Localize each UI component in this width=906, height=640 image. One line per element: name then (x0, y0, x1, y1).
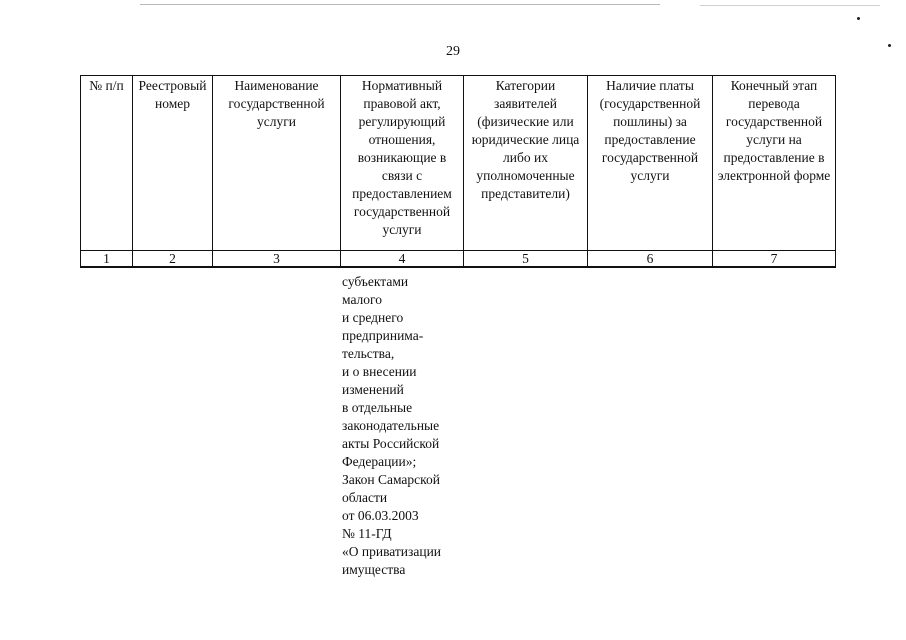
header-cell-registry-number: Реестровый номер (133, 76, 213, 251)
header-cell-number: № п/п (81, 76, 133, 251)
page-number: 29 (446, 44, 460, 59)
column-number-row (81, 251, 836, 268)
continuation-line: акты Российской (342, 436, 440, 451)
column-number: 3 (213, 251, 341, 268)
column-number: 7 (713, 251, 836, 268)
continuation-line: имущества (342, 562, 406, 577)
continuation-line: и среднего (342, 310, 404, 325)
legal-act-continuation-text (342, 273, 467, 579)
header-cell-fee: Наличие платы (государственной пошлины) за предоставление государственной услуги (588, 76, 713, 251)
services-table (80, 75, 836, 268)
continuation-line: в отдельные (342, 400, 413, 415)
column-number: 2 (133, 251, 213, 268)
header-cell-legal-act: Нормативный правовой акт, регулирующий отношения, возникающие в связи с предоставлением государственной услуги (341, 76, 464, 251)
continuation-line: субъектами (342, 274, 409, 289)
header-row (81, 76, 836, 251)
continuation-line: Закон Самарской (342, 472, 441, 487)
column-number: 5 (464, 251, 588, 268)
header-cell-final-stage: Конечный этап перевода государственной услуги на предоставление в электронной форме (713, 76, 836, 251)
scan-speck (857, 17, 860, 20)
continuation-line: законодательные (342, 418, 440, 433)
column-number: 6 (588, 251, 713, 268)
continuation-line: и о внесении (342, 364, 417, 379)
column-number: 1 (81, 251, 133, 268)
scan-edge-line-right (700, 5, 880, 6)
continuation-line: малого (342, 292, 382, 307)
continuation-line: № 11-ГД (342, 526, 392, 541)
continuation-line: от 06.03.2003 (342, 508, 419, 523)
continuation-line: изменений (342, 382, 404, 397)
column-number: 4 (341, 251, 464, 268)
continuation-line: тельства, (342, 346, 395, 361)
continuation-line: «О приватизации (342, 544, 442, 559)
continuation-line: предпринима- (342, 328, 424, 343)
header-cell-applicant-categories: Категории заявителей (физические или юридические лица либо их уполномоченные представители) (464, 76, 588, 251)
continuation-line: области (342, 490, 388, 505)
scan-edge-line (140, 4, 660, 5)
header-cell-service-name: Наименование государственной услуги (213, 76, 341, 251)
continuation-line: Федерации»; (342, 454, 417, 469)
